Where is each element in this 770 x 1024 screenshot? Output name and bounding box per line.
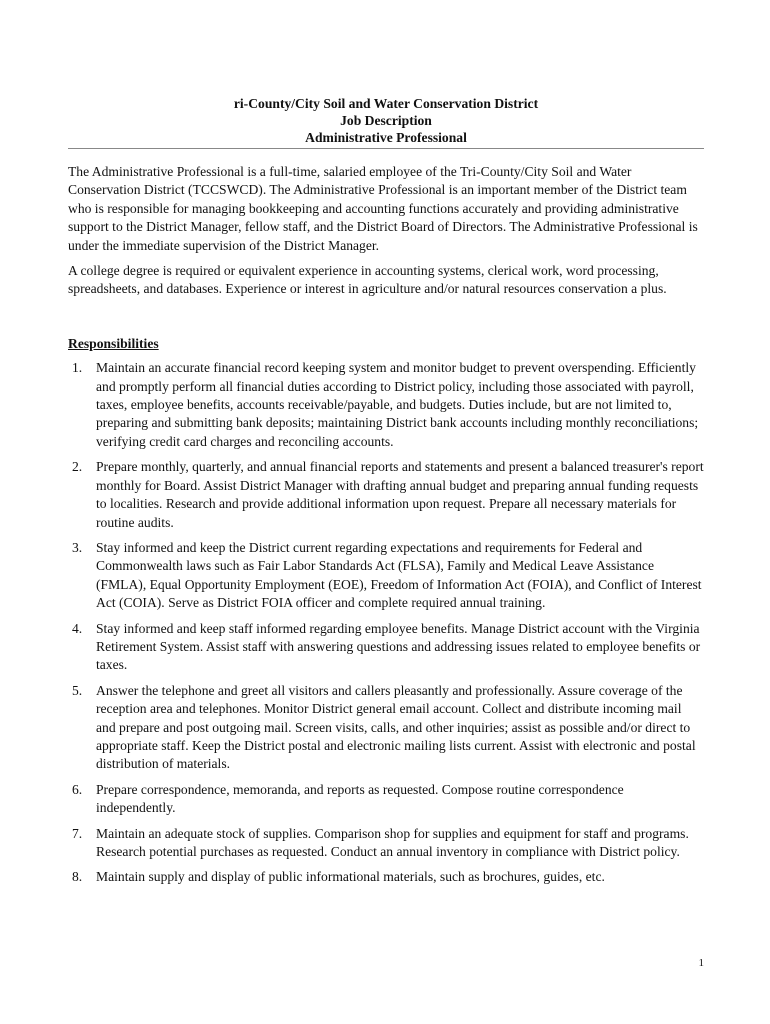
- responsibility-text: Maintain an adequate stock of supplies. Comparison shop for supplies and equipment for staff and programs. Research potential purchases as requested. Conduct an annual inventory in compliance with District policy.: [96, 825, 689, 859]
- page-number: 1: [698, 957, 704, 969]
- district-name-title: ri-County/City Soil and Water Conservation District: [233, 96, 539, 111]
- intro-paragraph-1: The Administrative Professional is a full-time, salaried employee of the Tri-County/City Soil and Water Conservation District (TCCSWCD). The Administrative Professional is an important member of the District team who is responsible for managing bookkeeping and accounting functions accurately and providing administrative support to the District Manager, fellow staff, and the District Board of Directors. The Administrative Professional is under the immediate supervision of the District Manager.: [68, 164, 698, 253]
- responsibility-text: Stay informed and keep staff informed regarding employee benefits. Manage District account with the Virginia Retirement System. Assist staff with answering questions and addressing issues related to employee benefits or taxes.: [96, 620, 701, 673]
- document-body: [68, 163, 704, 894]
- responsibility-number: 4.: [72, 620, 83, 636]
- responsibility-text: Answer the telephone and greet all visitors and callers pleasantly and professionally. Assure coverage of the reception area and telephones. Monitor District general email account. Collect and distribute incoming mail and prepare and post outgoing mail. Screen visits, calls, and other inquiries; assist as possible and/or direct to appropriate staff. Keep the District postal and electronic mailing lists current. Assist with electronic and postal distribution of materials.: [96, 682, 696, 772]
- responsibility-number: 3.: [72, 539, 83, 555]
- responsibility-text: Stay informed and keep the District current regarding expectations and requirements for Federal and Commonwealth laws such as Fair Labor Standards Act (FLSA), Family and Medical Leave Assistance (FMLA), Equal Opportunity Employment (EOE), Freedom of Information Act (FOIA), and Conflict of Interest Act (COIA). Serve as District FOIA officer and complete required annual training.: [96, 539, 702, 611]
- responsibility-item-5: [68, 682, 704, 774]
- responsibility-text: Maintain supply and display of public informational materials, such as brochures, guides, etc.: [96, 869, 605, 885]
- responsibilities-list: [68, 359, 704, 887]
- responsibility-item-3: [68, 539, 704, 613]
- responsibility-item-1: [68, 359, 704, 451]
- responsibility-item-7: [68, 825, 704, 862]
- responsibility-number: 2.: [72, 459, 83, 475]
- job-description-title: Job Description: [340, 113, 432, 128]
- responsibility-item-4: [68, 620, 704, 675]
- document-header: [68, 95, 704, 146]
- responsibility-item-2: [68, 458, 704, 532]
- responsibility-number: 6.: [72, 781, 83, 797]
- responsibility-number: 1.: [72, 360, 83, 376]
- responsibility-text: Maintain an accurate financial record keeping system and monitor budget to prevent overspending. Efficiently and promptly perform all financial duties according to District policy, including those associated with payroll, taxes, employee benefits, accounts receivable/payable, and budgets. Duties include, but are not limited to, preparing and submitting bank deposits; maintaining District bank accounts including monthly reconciliations; verifying credit card charges and reconciling accounts.: [96, 360, 699, 449]
- responsibility-item-6: [68, 781, 704, 818]
- responsibility-text: Prepare correspondence, memoranda, and reports as requested. Compose routine correspondence independently.: [96, 781, 624, 816]
- responsibility-text: Prepare monthly, quarterly, and annual financial reports and statements and present a balanced treasurer's report monthly for Board. Assist District Manager with drafting annual budget and preparing annual funding requests to localities. Research and provide additional information upon request. Prepare all necessary materials for routine audits.: [96, 459, 704, 530]
- responsibility-number: 7.: [72, 825, 83, 841]
- responsibility-item-8: [68, 868, 704, 886]
- header-divider: [68, 148, 704, 149]
- responsibilities-heading: Responsibilities: [68, 335, 159, 351]
- position-title: Administrative Professional: [305, 130, 467, 145]
- responsibility-number: 8.: [72, 869, 83, 885]
- responsibility-number: 5.: [72, 682, 83, 698]
- intro-paragraph-2: A college degree is required or equivalent experience in accounting systems, clerical work, word processing, spreadsheets, and databases. Experience or interest in agriculture and/or natural resources conservation a plus.: [68, 263, 667, 297]
